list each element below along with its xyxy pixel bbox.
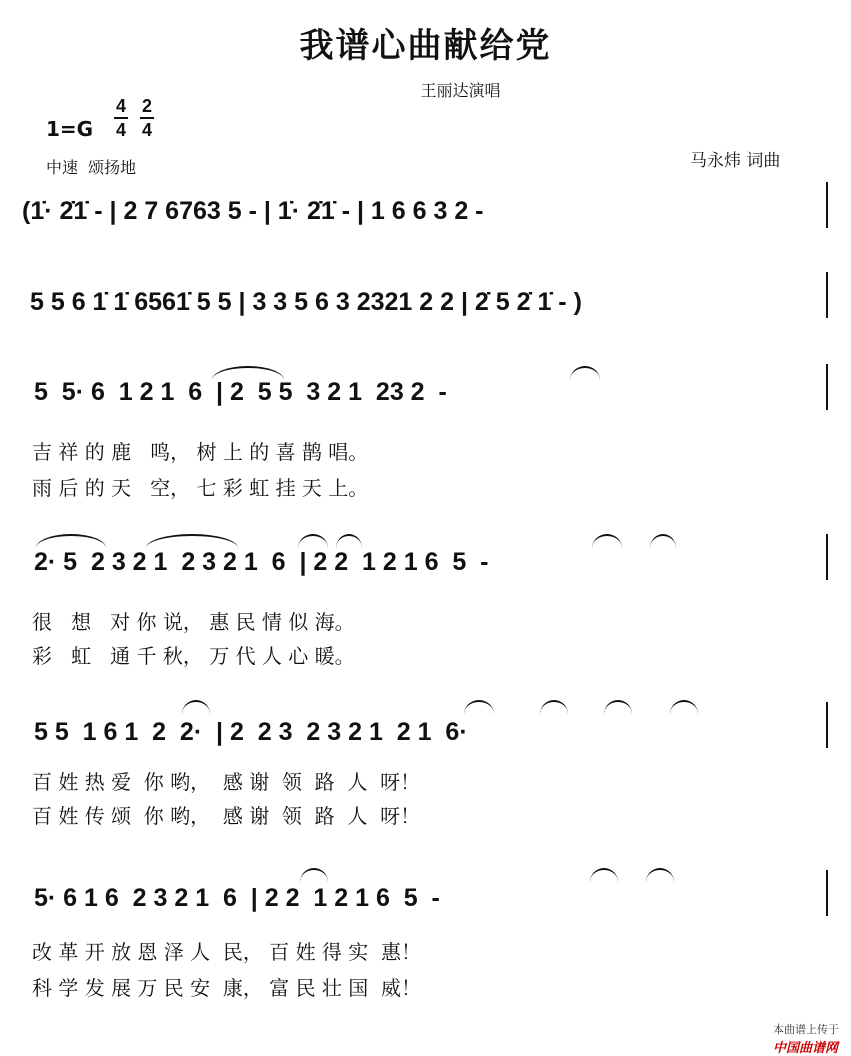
slur <box>646 868 674 882</box>
slur <box>570 366 600 380</box>
notation-system-2: 5 5 6 1̇ 1̇ 6561̇ 5 5 | 3 3 5 6 3 2321 2 2 | 2̇ 5 2̇ 1̇ - ) <box>30 288 582 316</box>
bar-line <box>826 870 828 916</box>
slur <box>298 534 328 548</box>
lyrics-line-2: 彩 虹 通 千 秋， 万 代 人 心 暖。 <box>32 644 355 668</box>
lyrics-line-2: 雨 后 的 天 空， 七 彩 虹 挂 天 上。 <box>32 476 369 500</box>
slur <box>336 534 362 548</box>
bar-line <box>826 272 828 318</box>
lyrics-line-1: 百 姓 热 爱 你 哟， 感 谢 领 路 人 呀！ <box>32 770 421 794</box>
slur <box>464 700 494 714</box>
notation-system-5: 5 5 1 6 1 2 2· | 2 2 3 2 3 2 1 2 1 6· <box>34 718 468 746</box>
time-signature-4-4 <box>114 96 128 140</box>
notation-system-6: 5· 6 1 6 2 3 2 1 6 | 2 2 1 2 1 6 5 - <box>34 884 440 912</box>
slur <box>592 534 622 548</box>
slur <box>300 868 328 882</box>
page-title: 我谱心曲献给党 <box>299 26 552 66</box>
slur <box>146 534 238 548</box>
lyrics-line-2: 科 学 发 展 万 民 安 康， 富 民 壮 国 威！ <box>32 976 422 1000</box>
time-top: 4 <box>115 96 126 116</box>
lyrics-line-1: 改 革 开 放 恩 泽 人 民， 百 姓 得 实 惠！ <box>32 940 422 964</box>
tempo-marking: 中速 颂扬地 <box>46 158 137 177</box>
footer-text: 本曲谱上传于 <box>773 1023 839 1036</box>
bar-line <box>826 534 828 580</box>
bar-line <box>826 364 828 410</box>
time-bottom: 4 <box>141 120 152 140</box>
bar-line <box>826 702 828 748</box>
singer-credit: 王丽达演唱 <box>420 81 501 100</box>
bar-line <box>826 182 828 228</box>
notation-system-1: (1̇· 2̇1̇ - | 2 7 6763 5 - | 1̇· 2̇1̇ - | 1 6 6 3 2 - <box>22 197 484 225</box>
composer-credit: 马永炜 词曲 <box>690 151 781 171</box>
time-signature-2-4 <box>140 96 154 140</box>
slur <box>540 700 568 714</box>
slur <box>182 700 210 714</box>
slur <box>650 534 676 548</box>
lyrics-line-1: 吉 祥 的 鹿 鸣， 树 上 的 喜 鹊 唱。 <box>32 440 369 464</box>
site-logo: 中国曲谱网 <box>773 1041 839 1056</box>
time-bottom: 4 <box>115 120 126 140</box>
notation-system-4: 2· 5 2 3 2 1 2 3 2 1 6 | 2 2 1 2 1 6 5 - <box>34 548 489 576</box>
lyrics-line-2: 百 姓 传 颂 你 哟， 感 谢 领 路 人 呀！ <box>32 804 421 828</box>
slur <box>670 700 698 714</box>
slur <box>590 868 618 882</box>
slur <box>212 366 284 380</box>
lyrics-line-1: 很 想 对 你 说， 惠 民 情 似 海。 <box>32 610 355 634</box>
slur <box>36 534 106 548</box>
footer-note <box>766 1008 839 1056</box>
notation-system-3: 5 5· 6 1 2 1 6 | 2 5 5 3 2 1 23 2 - <box>34 378 447 406</box>
slur <box>604 700 632 714</box>
time-top: 2 <box>141 96 152 116</box>
key-signature: 1=G <box>46 117 94 141</box>
